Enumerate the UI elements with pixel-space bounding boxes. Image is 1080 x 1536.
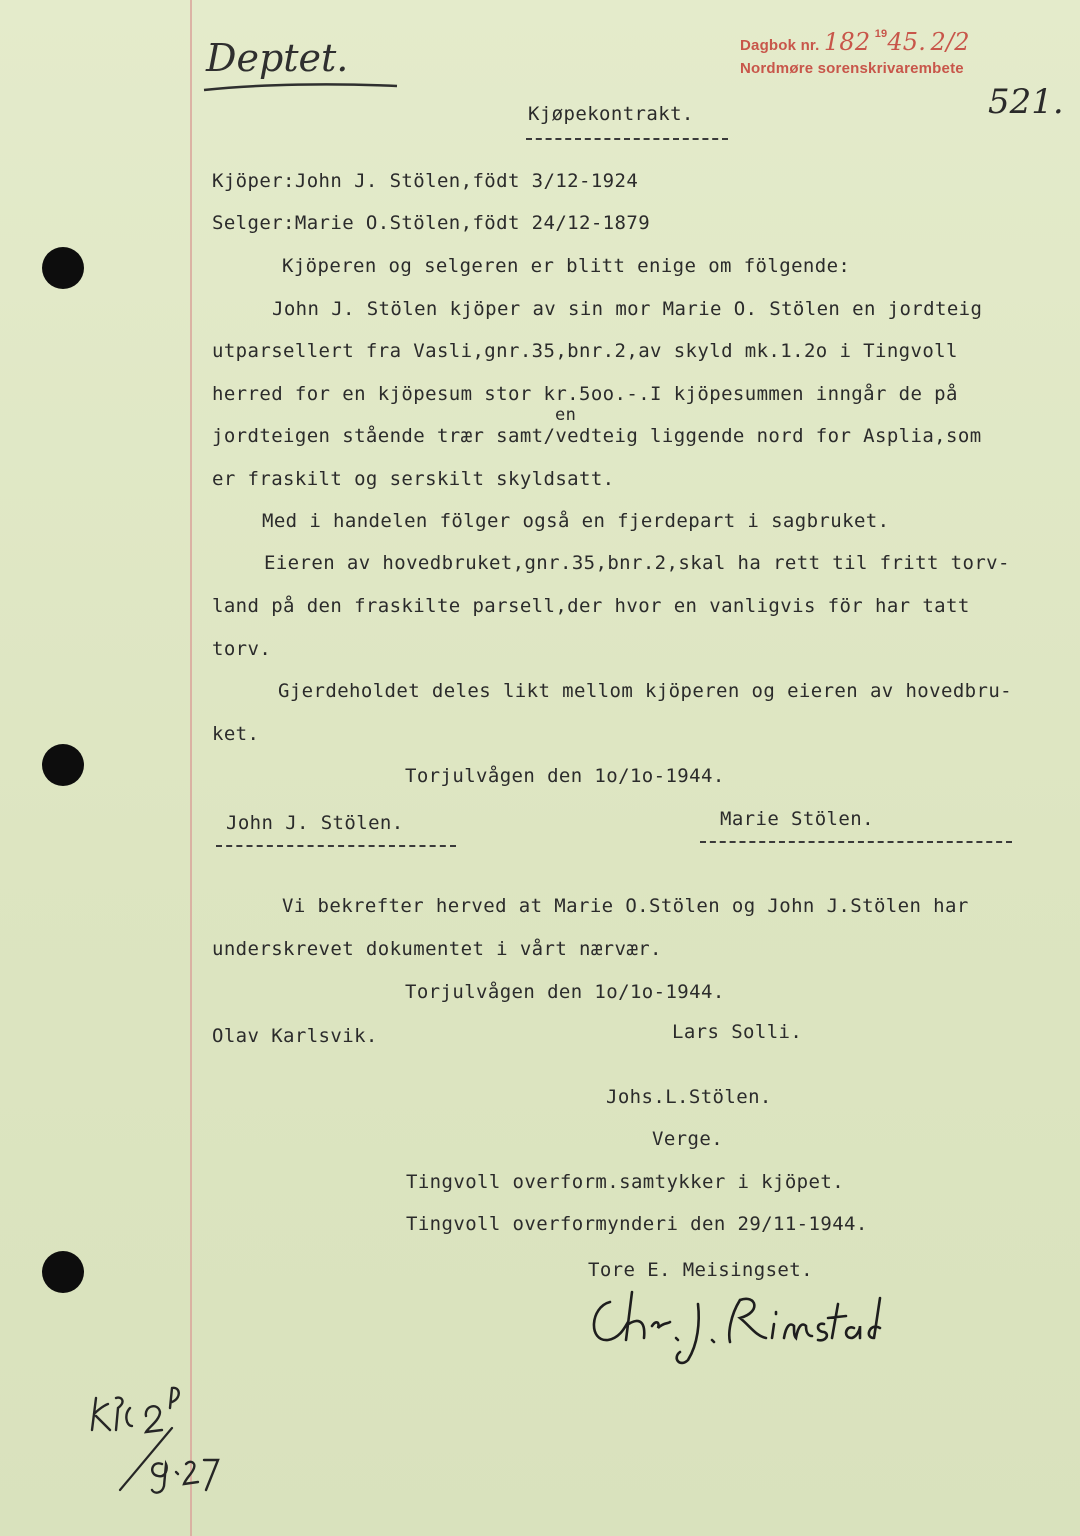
- punch-hole-top: [42, 247, 84, 289]
- title-underline: [526, 138, 728, 140]
- body-line: torv.: [212, 638, 272, 660]
- interlinear-insertion: en: [555, 405, 577, 425]
- margin-note-underline: [202, 80, 402, 94]
- stamp-date: 2/2: [930, 28, 970, 56]
- signatory-seller: Marie Stölen.: [720, 808, 874, 830]
- body-line: land på den fraskilte parsell,der hvor en vanligvis för har tatt: [212, 595, 970, 617]
- consent-line: Tingvoll overform.samtykker i kjöpet.: [406, 1171, 845, 1193]
- body-line: jordteigen stående trær samt/vedteig liggende nord for Asplia,som: [212, 425, 982, 447]
- body-line: John J. Stölen kjöper av sin mor Marie O. Stölen en jordteig: [272, 298, 983, 320]
- witness-statement: Vi bekrefter herved at Marie O.Stölen og John J.Stölen har: [282, 895, 969, 917]
- consent-date-line: Tingvoll overformynderi den 29/11-1944.: [406, 1213, 868, 1235]
- witness-statement-cont: underskrevet dokumentet i vårt nærvær.: [212, 938, 662, 960]
- witness-1: Olav Karlsvik.: [212, 1025, 378, 1047]
- document-title: Kjøpekontrakt.: [528, 103, 694, 125]
- seller-line: Selger:Marie O.Stölen,födt 24/12-1879: [212, 212, 651, 234]
- buyer-line: Kjöper:John J. Stölen,födt 3/12-1924: [212, 170, 639, 192]
- stamp-year: 45.: [887, 28, 927, 56]
- agreement-intro: Kjöperen og selgeren er blitt enige om fölgende:: [282, 255, 851, 277]
- guardian-role: Verge.: [652, 1128, 724, 1150]
- body-line: Gjerdeholdet deles likt mellom kjöperen og eieren av hovedbru-: [278, 680, 1013, 702]
- stamp-office: Nordmøre sorenskrivarembete: [740, 60, 964, 77]
- witness-2: Lars Solli.: [672, 1021, 803, 1043]
- stamp-year-prefix: 19: [874, 28, 888, 40]
- body-line: utparsellert fra Vasli,gnr.35,bnr.2,av skyld mk.1.2o i Tingvoll: [212, 340, 958, 362]
- body-line: er fraskilt og serskilt skyldsatt.: [212, 468, 615, 490]
- handwritten-signature: [580, 1282, 930, 1372]
- signatory-buyer: John J. Stölen.: [226, 812, 404, 834]
- punch-hole-bottom: [42, 1251, 84, 1293]
- stamp-prefix: Dagbok nr.: [740, 37, 820, 54]
- place-date-line: Torjulvågen den 1o/1o-1944.: [405, 981, 725, 1003]
- body-line: ket.: [212, 723, 260, 745]
- margin-note: Deptet.: [206, 36, 349, 80]
- stamp-number: 182: [823, 28, 871, 56]
- signature-line-buyer: [216, 845, 456, 847]
- body-line: Eieren av hovedbruket,gnr.35,bnr.2,skal ha rett til fritt torv-: [264, 552, 1010, 574]
- place-date-line: Torjulvågen den 1o/1o-1944.: [405, 765, 725, 787]
- page-number: 521.: [988, 82, 1064, 122]
- bottom-margin-note: [86, 1368, 226, 1498]
- signature-line-seller: [700, 841, 1012, 843]
- body-line: herred for en kjöpesum stor kr.5oo.-.I kjöpesummen inngår de på: [212, 383, 958, 405]
- consent-signatory: Tore E. Meisingset.: [588, 1259, 813, 1281]
- margin-rule: [190, 0, 192, 1536]
- body-line: Med i handelen fölger også en fjerdepart i sagbruket.: [262, 510, 890, 532]
- punch-hole-middle: [42, 744, 84, 786]
- registry-stamp: [740, 28, 970, 56]
- guardian-name: Johs.L.Stölen.: [606, 1086, 772, 1108]
